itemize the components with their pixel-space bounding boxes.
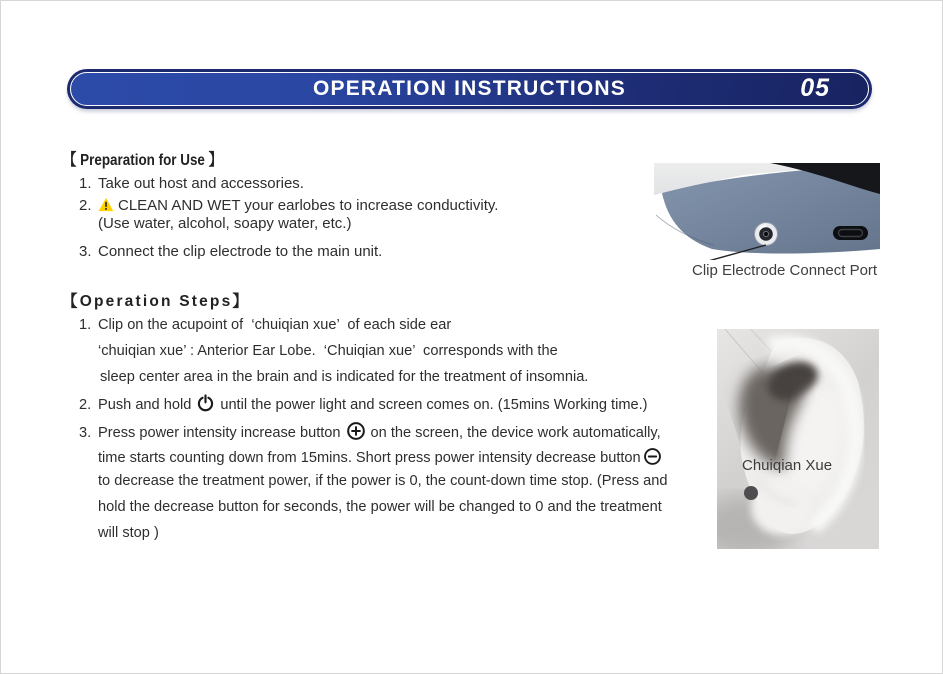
acupoint-label: Chuiqian Xue bbox=[742, 457, 833, 474]
prep-item-2 bbox=[79, 197, 498, 214]
power-icon bbox=[196, 394, 215, 413]
op-step-3-line-3: to decrease the treatment power, if the power is 0, the count-down time stop. (Press and bbox=[98, 473, 668, 489]
preparation-heading: 【 Preparation for Use 】 bbox=[63, 152, 223, 169]
op-step-2 bbox=[79, 394, 648, 414]
plus-circle-icon bbox=[346, 421, 366, 441]
usb-port-icon bbox=[833, 226, 868, 240]
op-step-2-pre-text: Push and hold bbox=[98, 397, 192, 413]
prep-item-3 bbox=[79, 243, 382, 260]
op-step-1 bbox=[79, 317, 451, 334]
ear-photo bbox=[717, 329, 879, 549]
op-step-2-post-text: until the power light and screen comes on. (15mins Working time.) bbox=[220, 397, 648, 413]
op-step-2-number: 2. bbox=[79, 397, 92, 413]
prep-item-2-subtext: (Use water, alcohol, soapy water, etc.) bbox=[98, 215, 352, 232]
op-step-1-line-3: sleep center area in the brain and is indicated for the treatment of insomnia. bbox=[100, 369, 589, 385]
title-banner bbox=[67, 69, 872, 109]
page-number: 05 bbox=[800, 74, 830, 102]
acupoint-dot bbox=[744, 486, 758, 500]
device-corner-image bbox=[654, 163, 880, 260]
prep-item-3-number: 3. bbox=[79, 243, 92, 260]
op-step-1-number: 1. bbox=[79, 317, 92, 333]
prep-item-2-text: CLEAN AND WET your earlobes to increase conductivity. bbox=[118, 197, 499, 214]
prep-item-3-text: Connect the clip electrode to the main unit. bbox=[98, 243, 383, 260]
device-figure-caption: Clip Electrode Connect Port bbox=[692, 262, 878, 279]
prep-item-1-text: Take out host and accessories. bbox=[98, 175, 304, 192]
op-step-3-line-2-wrap bbox=[98, 447, 662, 467]
prep-item-1-number: 1. bbox=[79, 175, 92, 192]
op-step-3 bbox=[79, 421, 661, 442]
op-step-3-line-4: hold the decrease button for seconds, the power will be changed to 0 and the treatment bbox=[98, 499, 662, 515]
prep-item-1 bbox=[79, 175, 304, 192]
page-title: OPERATION INSTRUCTIONS bbox=[312, 77, 627, 100]
device-figure bbox=[654, 163, 880, 260]
op-step-3-line-5: will stop ) bbox=[98, 525, 159, 541]
op-step-3-line-1-post: on the screen, the device work automatically, bbox=[370, 425, 661, 441]
op-step-3-number: 3. bbox=[79, 425, 92, 441]
ear-figure bbox=[717, 329, 879, 549]
prep-item-2-number: 2. bbox=[79, 197, 92, 214]
warning-triangle-icon bbox=[98, 197, 114, 212]
op-step-1-line-1: Clip on the acupoint of ‘chuiqian xue’ of each side ear bbox=[98, 317, 452, 333]
clip-electrode-port-icon bbox=[755, 223, 778, 246]
op-step-3-line-2: time starts counting down from 15mins. Short press power intensity decrease button bbox=[98, 450, 641, 466]
op-step-1-line-2: ‘chuiqian xue’ : Anterior Ear Lobe. ‘Chuiqian xue’ corresponds with the bbox=[98, 343, 558, 359]
op-step-3-line-1-pre: Press power intensity increase button bbox=[98, 425, 341, 441]
operation-heading: 【Operation Steps】 bbox=[62, 293, 251, 310]
minus-circle-icon bbox=[643, 447, 662, 466]
